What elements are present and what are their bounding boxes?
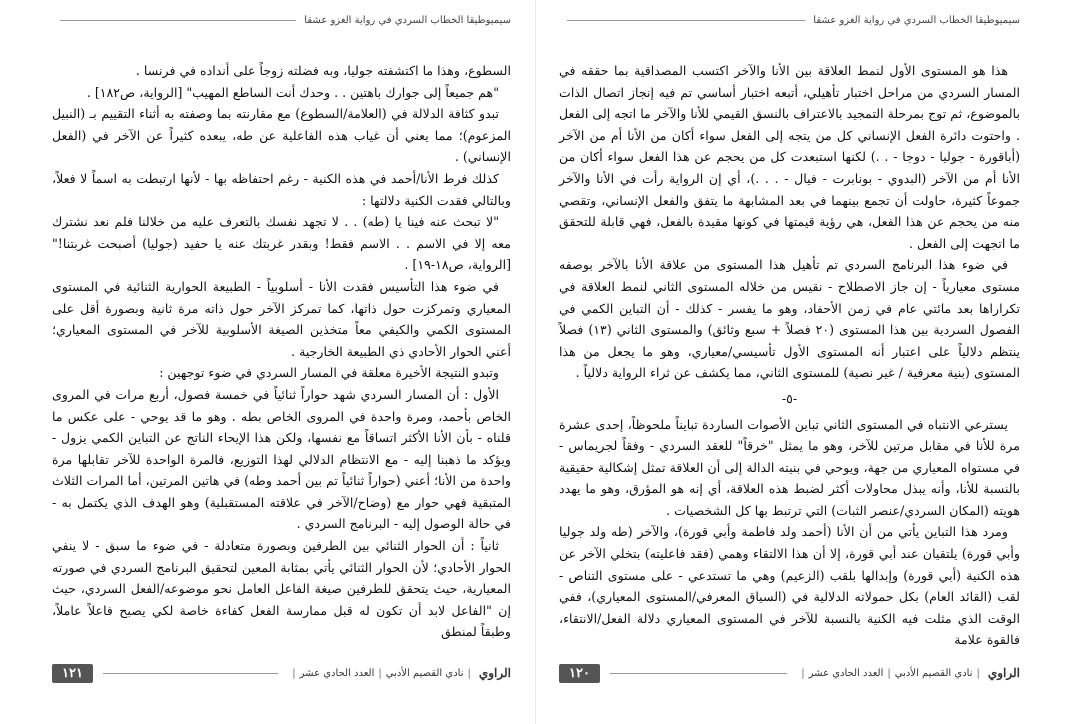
paragraph: في ضوء هذا التأسيس فقدت الأنا - أسلوبياً - الطبيعة الحوارية الثنائية في المستوى المعياري وتمركزت حول ذاتها، كما تمركز الآخر حول ذاته مرة ثانية وبصورة أقل على المستوى الكمي والكيفي معاً متخذين الصيغة الأسلوبية للآخر في المستوى المعياري؛ أعني الحوار الأحادي ذي الطبيعة الخارجية . <box>52 278 511 359</box>
issue-label: العدد الحادي عشر <box>299 667 375 679</box>
section-number: -٥- <box>781 390 798 406</box>
magazine-brand: الراوي <box>478 666 511 680</box>
right-page <box>535 0 1070 724</box>
paragraph: السطوع، وهذا ما اكتشفته جوليا، وبه فضلته زوجاً على أنداده في فرنسا . <box>135 63 511 78</box>
paragraph: كذلك فرط الأنا/أحمد في هذه الكنية - رغم احتفاظه بها - لأنها ارتبطت به اسماً لا فعلاً، وبالتالي فقدت الكنية دلالتها : <box>52 170 511 208</box>
footer-rule <box>103 673 278 674</box>
running-head <box>559 8 1020 32</box>
header-rule <box>567 20 805 21</box>
page-number: ١٢١ <box>52 664 93 683</box>
quote: "هم جميعاً إلى جوارك باهتين . . وحدك أنت الساطع المهيب" [الرواية، ص١٨٢] . <box>86 84 499 100</box>
quote: "لا تبحث عنه فينا يا (طه) . . لا تجهد نفسك بالتعرف عليه من خلالنا فلم نعد نشترك معه إلا في الاسم . . الاسم فقط! وبقدر غربتك عنه يا حفيد (جوليا) أصبحت غربتنا!" [الرواية، ص١٨-١٩] . <box>52 214 511 273</box>
running-title: سيميوطيقا الخطاب السردي في رواية الغزو عشقا <box>813 14 1020 26</box>
page-footer: الراوي | نادي القصيم الأدبي | العدد الحادي عشر | ١٢١ <box>52 662 511 684</box>
page-footer: الراوي | نادي القصيم الأدبي | العدد الحادي عشر | ١٢٠ <box>559 662 1020 684</box>
paragraph: في ضوء هذا البرنامج السردي تم تأهيل هذا المستوى من علاقة الأنا بالآخر بوصفه مستوى معيارياً - إن جاز الاصطلاح - نقيس من خلاله المستوى الثاني لنمط العلاقة في تكراراها بعد مائتي عام في زمن الأحفاد، وهو ما يفسر - كذلك - أن التباين الكمي في الفصول السردية بين هذا المستوى (٢٠ فصلاً + سبع وثائق) والمستوى الثاني (١٣) فصلاً ينتظم دلالياً على اعتبار أنه المستوى الأول تأسيسي/معياري، وهو ما يجعل من هذا المستوى (بنية معرفية / غير نصية) للمستوى الثاني، مما يكشف عن ثراء الرواية دلالياً . <box>559 257 1020 381</box>
club-name: نادي القصيم الأدبي <box>385 667 464 679</box>
footer-rule <box>610 673 787 674</box>
paragraph: ثانياً : أن الحوار الثنائي بين الطرفين وبصورة متعادلة - في ضوء ما سبق - لا ينفي الحوار الأحادي؛ لأن الحوار الثنائي يأتي بمثابة المعين لتحقيق البرنامج السردي في صورته المعيارية، حيث يتحقق للطرفين صيغة الفاعل العامل نحو موضوعه/الفعل السردي، حيث إن "الفاعل لابد أن تكون له قبل ممارسة الفعل كفاءة خاصة لكي يصبح فاعلاً عاملاً، وطبقاً لمنطق <box>52 538 511 640</box>
paragraph: وتبدو النتيجة الأخيرة معلقة في المسار السردي في ضوء توجهين : <box>159 365 499 381</box>
paragraph: الأول : أن المسار السردي شهد حواراً ثنائياً في خمسة فصول، أربع مرات في المروى الخاص بأحمد، ومرة واحدة في المروى الخاص بطه . وهو ما قد يوحي - على عكس ما قلناه - بأن الأنا الأكثر اتساقاً مع نفسها، ولكن هذا الإيحاء الناتج عن التباين الكمي يزول - ويؤكد ما ذهبنا إليه - مع الانتظام الدلالي لهذا التوزيع، فالمرة الواحدة للآخر تقابلها مرة واحدة من الأنا؛ أعني (حواراً ثنائياً تم بين أحمد وطه) في هاتين المرتين، أما المرات الثلاث المتبقية فهي حوار مع (وضاح/الآخر في علاقته المستقبلية) وهو الهدف الذي يكتمل به - في حالة الوصول إليه - البرنامج السردي . <box>52 386 511 532</box>
page-body <box>52 60 511 643</box>
paragraph: ومرد هذا التباين يأتي من أن الأنا (أحمد ولد فاطمة وأبي قورة)، والآخر (طه ولد جوليا وأبي قورة) يلتقيان عند أبي قورة، إلا أن هذا الالتقاء وهمي (فقد فاعليته) بتخلي الآخر عن هذه الكنية (أبي قورة) وإبدالها بلقب (الزعيم) وهي ما تستدعي - على مستوى التناص - لقب (القائد العام) بكل حمولاته الدلالية في (السياق المعرفي/المستوى المعياري)، ففي الوقت الذي مثلت فيه الكنية بالنسبة للآخر في المستوى المعياري دلالة الفعل/الانتقاء، فالقوة علامة <box>559 524 1020 648</box>
page-body <box>559 60 1020 651</box>
paragraph: هذا هو المستوى الأول لنمط العلاقة بين الأنا والآخر اكتسب المصداقية بما حققه في المسار السردي من مراحل اختبار تأهيلي، أتبعه اختبار أساسي تم فيه إنجاز اتصال الذات بالموضوع، ثم توج بمرحلة التمجيد بالاعتراف بالنسق القيمي للأنا والآخر ما اتجه إلى الفعل . واحتوت دائرة الفعل الإنساني كل من يتجه إلى الفعل سواء أكان من الأنا أم من الآخر (أباقورة - جوليا - دوجا - . .) لكنها استبعدت كل من يحجم عن هذا الفعل سواء أكان من الأنا أم من الآخر (البدوي - بونابرت - فيال - . . .)، أي إن الرواية رأت في الأنا والآخر جموعاً كثيرة، حاولت أن تجمع بينهما في بعد المشابهة ما يتفق والفعل الإنساني، وتقصي منه من يحجم عن هذا الفعل، هي رؤية قيمتها في كونها مقيدة بالفعل، فهي قابلة للتحقق ما اتجهت إلى الفعل . <box>559 63 1020 251</box>
header-rule <box>60 20 296 21</box>
club-name: نادي القصيم الأدبي <box>894 667 973 679</box>
issue-label: العدد الحادي عشر <box>808 667 884 679</box>
running-head <box>52 8 511 32</box>
paragraph: يسترعي الانتباه في المستوى الثاني تباين الأصوات الساردة تبايناً ملحوظاً، إحدى عشرة مرة للأنا في مقابل مرتين للآخر، وهو ما يمثل "خرقاً" للعقد السردي - وفقاً لجريماس - في مستواه المعياري من جهة، ويوحي في بنيته الدالة إلى أن العلاقة تمثل إشكالية حقيقية بالنسبة للأنا، وأنه يبذل محاولات أكثر لضبط هذه العلاقة، أي إنه هو المؤرق، وهو ما يهدد هويته (المكان السردي/عنصر الثبات) التي ترتبط بها كل الشخصيات . <box>559 416 1020 518</box>
left-page <box>0 0 535 724</box>
running-title: سيميوطيقا الخطاب السردي في رواية الغزو عشقا <box>304 14 511 26</box>
magazine-brand: الراوي <box>987 666 1020 680</box>
page-number: ١٢٠ <box>559 664 600 683</box>
paragraph: تبدو كثافة الدلالة في (العلامة/السطوع) مع مقارنته بما وصفته به أثناء التقييم بـ (النبيل المزعوم)؛ مما يعني أن غياب هذه الفاعلية عن طه، يبعده كثيراً عن الآخر في (الفعل الإنساني) . <box>52 106 511 165</box>
